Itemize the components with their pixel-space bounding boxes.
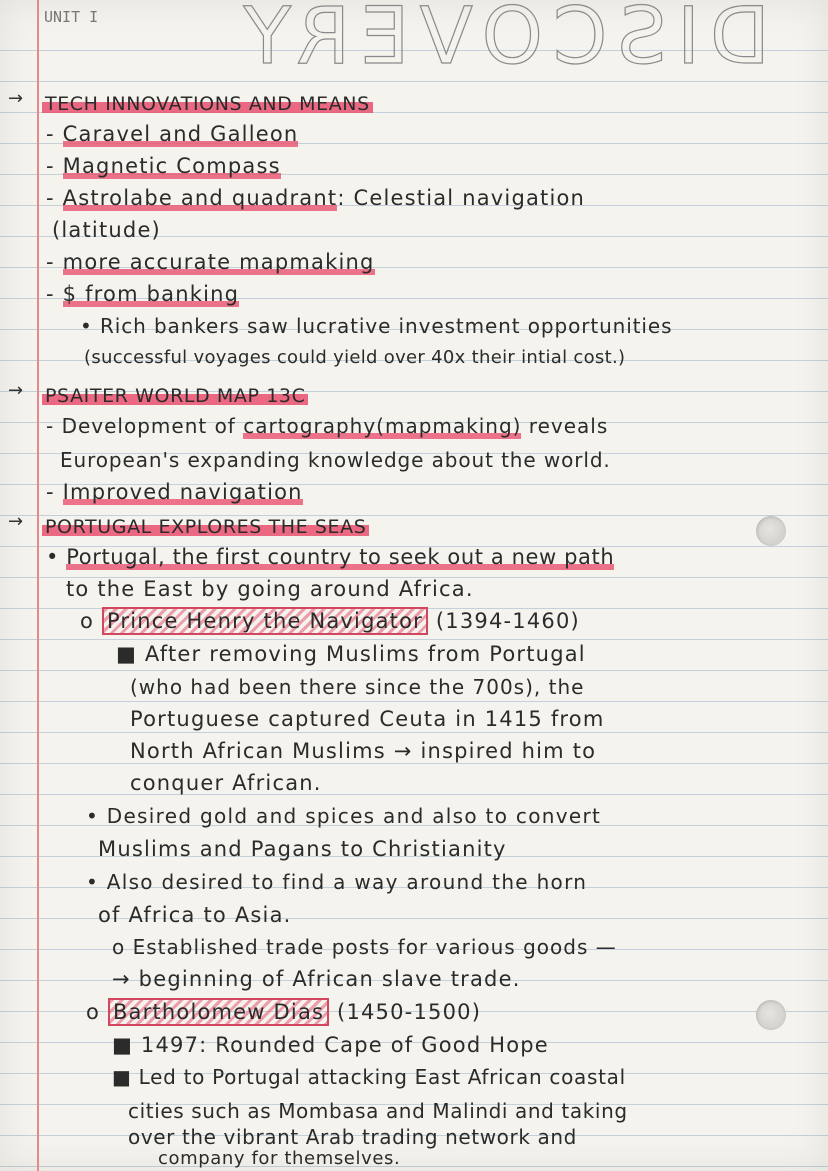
note-line: - Development of cartography(mapmaking) reveals [46, 414, 609, 438]
unit-label: UNIT I [44, 8, 99, 26]
note-line: - Magnetic Compass [46, 154, 281, 178]
note-line: ■ After removing Muslims from Portugal [116, 642, 586, 666]
note-line: • Portugal, the first country to seek out a new path [46, 545, 615, 569]
boxed-term: Prince Henry the Navigator [102, 607, 428, 635]
highlighted-term: Improved navigation [62, 480, 303, 504]
note-line: - $ from banking [46, 282, 240, 306]
highlighted-term: Caravel and Galleon [62, 122, 299, 146]
highlighted-term: Magnetic Compass [62, 154, 281, 178]
margin-line [37, 0, 39, 1171]
section-heading [42, 382, 308, 409]
arrow-icon: → [8, 380, 24, 401]
highlighted-term: Astrolabe and quadrant [62, 186, 338, 210]
note-line: ■ Led to Portugal attacking East African coastal [112, 1065, 626, 1089]
binder-hole [756, 516, 786, 546]
binder-hole [756, 1000, 786, 1030]
note-line: European's expanding knowledge about the world. [60, 448, 611, 472]
heading-text: PORTUGAL EXPLORES THE SEAS [42, 516, 369, 538]
note-line: Portuguese captured Ceuta in 1415 from [130, 707, 605, 731]
note-line: • Rich bankers saw lucrative investment opportunities [80, 314, 673, 338]
highlighted-term: $ from banking [62, 282, 240, 306]
highlighted-term: more accurate mapmaking [62, 250, 375, 274]
page-title: DISCOVERY [233, 0, 770, 82]
note-line: → beginning of African slave trade. [112, 967, 521, 991]
note-line: - Astrolabe and quadrant: Celestial navigation [46, 186, 586, 210]
boxed-term: Bartholomew Dias [108, 998, 329, 1026]
note-line: cities such as Mombasa and Malindi and taking [128, 1099, 628, 1123]
note-line: (successful voyages could yield over 40x their intial cost.) [84, 347, 626, 368]
note-line: (latitude) [52, 218, 161, 242]
heading-text: PSAITER WORLD MAP 13C [42, 385, 308, 407]
note-line: conquer African. [130, 771, 322, 795]
highlighted-term: cartography(mapmaking) [243, 414, 522, 438]
section-heading [42, 513, 369, 540]
note-line: ■ 1497: Rounded Cape of Good Hope [112, 1033, 549, 1057]
note-line: of Africa to Asia. [98, 903, 292, 927]
note-line: over the vibrant Arab trading network and [128, 1125, 577, 1149]
note-line: - Caravel and Galleon [46, 122, 299, 146]
note-line: (who had been there since the 700s), the [130, 675, 585, 699]
note-line: company for themselves. [158, 1148, 401, 1169]
note-line: - more accurate mapmaking [46, 250, 375, 274]
highlighted-term: Portugal, the first country to seek out a new path [66, 545, 615, 569]
section-heading [42, 90, 373, 117]
note-line: o Established trade posts for various goods — [112, 935, 617, 959]
note-line: o Bartholomew Dias (1450-1500) [86, 1000, 482, 1024]
note-line: Muslims and Pagans to Christianity [98, 837, 507, 861]
note-line: North African Muslims → inspired him to [130, 739, 597, 763]
note-line: • Desired gold and spices and also to convert [86, 804, 602, 828]
arrow-icon: → [8, 88, 24, 109]
note-line: - Improved navigation [46, 480, 303, 504]
note-line: to the East by going around Africa. [66, 577, 474, 601]
arrow-icon: → [8, 511, 24, 532]
note-line: • Also desired to find a way around the horn [86, 870, 588, 894]
note-line: o Prince Henry the Navigator (1394-1460) [80, 609, 580, 633]
heading-text: TECH INNOVATIONS AND MEANS [42, 93, 373, 115]
